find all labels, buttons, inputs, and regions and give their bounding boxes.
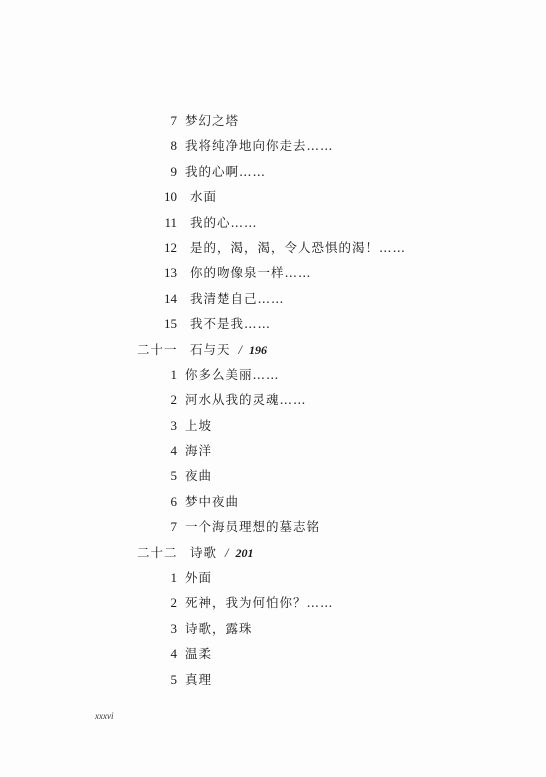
entry-title: 我不是我……: [190, 316, 272, 332]
entry-title: 海洋: [185, 443, 213, 459]
entry-number: 9: [170, 163, 177, 179]
entry-title: 死神，我为何怕你？……: [185, 595, 334, 611]
toc-entry: [0, 438, 546, 463]
chapter-number: 二十二: [137, 544, 178, 560]
entry-title: 上坡: [185, 417, 213, 433]
entry-title: 我清楚自己……: [190, 290, 285, 306]
entry-number: 8: [170, 138, 177, 154]
entry-number: 4: [170, 646, 177, 662]
entry-title: 你的吻像泉一样……: [190, 265, 312, 281]
entry-number: 4: [170, 443, 177, 459]
toc-entry: [0, 616, 546, 641]
toc-entry: [0, 210, 546, 235]
entry-number: 12: [164, 239, 177, 255]
entry-title: 水面: [190, 189, 218, 205]
page-separator: /: [225, 545, 230, 560]
entry-title: 真理: [185, 671, 213, 687]
entry-number: 13: [164, 265, 177, 281]
entry-title: 你多么美丽……: [185, 366, 280, 382]
chapter-title: 石与天: [190, 341, 231, 357]
entry-number: 7: [170, 113, 177, 128]
entry-title: 我的心啊……: [185, 163, 267, 179]
entry-title: 夜曲: [185, 468, 213, 484]
toc-entry: [0, 387, 546, 412]
chapter-title-group: [190, 337, 267, 363]
toc-entry: [0, 641, 546, 666]
page-number: xxxvi: [95, 711, 114, 721]
toc-entry: [0, 108, 546, 133]
page-separator: /: [238, 342, 243, 357]
entry-title: 是的，渴，渴，令人恐惧的渴！……: [190, 239, 407, 255]
entry-number: 2: [170, 392, 177, 408]
entry-number: 1: [170, 366, 177, 382]
entry-number: 6: [170, 493, 177, 509]
toc-entry: [0, 184, 546, 209]
toc-entry: [0, 159, 546, 184]
table-of-contents: [0, 108, 546, 692]
toc-entry: [0, 413, 546, 438]
entry-number: 10: [164, 189, 177, 205]
entry-number: 11: [164, 214, 177, 230]
toc-entry: [0, 311, 546, 336]
toc-entry: [0, 590, 546, 615]
entry-title: 河水从我的灵魂……: [185, 392, 307, 408]
toc-entry: [0, 235, 546, 260]
chapter-title-group: [190, 540, 254, 566]
toc-entry: [0, 286, 546, 311]
entry-title: 梦幻之塔: [185, 113, 240, 128]
entry-number: 3: [170, 417, 177, 433]
entry-number: 1: [170, 570, 177, 586]
entry-title: 温柔: [185, 646, 213, 662]
toc-entry: [0, 463, 546, 488]
toc-entry: [0, 362, 546, 387]
toc-chapter-heading: [0, 540, 546, 565]
toc-entry: [0, 667, 546, 692]
entry-number: 7: [170, 519, 177, 535]
toc-entry: [0, 514, 546, 539]
chapter-title: 诗歌: [190, 544, 218, 560]
entry-title: 我将纯净地向你走去……: [185, 138, 334, 154]
entry-number: 2: [170, 595, 177, 611]
entry-number: 15: [164, 316, 177, 332]
entry-title: 外面: [185, 570, 213, 586]
entry-number: 3: [170, 620, 177, 636]
toc-chapter-heading: [0, 337, 546, 362]
entry-title: 诗歌，露珠: [185, 620, 253, 636]
entry-title: 梦中夜曲: [185, 493, 240, 509]
toc-entry: [0, 489, 546, 514]
toc-entry: [0, 565, 546, 590]
entry-number: 5: [170, 671, 177, 687]
chapter-number: 二十一: [137, 341, 178, 357]
toc-entry: [0, 260, 546, 285]
entry-number: 5: [170, 468, 177, 484]
entry-number: 14: [164, 290, 177, 306]
toc-entry: [0, 133, 546, 158]
chapter-page-number: 201: [235, 545, 254, 560]
entry-title: 一个海员理想的墓志铭: [185, 519, 321, 535]
entry-title: 我的心……: [190, 214, 258, 230]
chapter-page-number: 196: [249, 342, 267, 357]
